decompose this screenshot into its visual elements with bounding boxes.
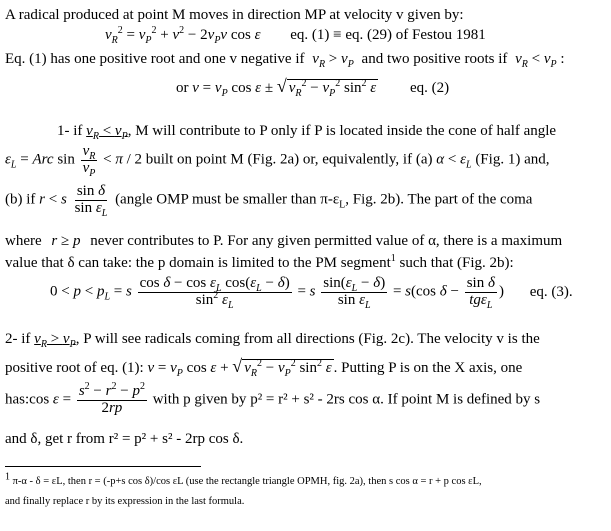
equation-3-ref: eq. (3). <box>529 283 573 300</box>
footnote-ref: 1 <box>390 253 396 264</box>
footnote-line-1: $^1$ π-α - δ = εL, then r = (-p+s cos δ)/cos εL (use the rectangle triangle OPMH, fig. 2a), then s cos α = r + p cos εL, <box>5 471 482 487</box>
cos-epsilon-relation: has:cos ε = $\frac{s^2 - r^2 - p^2}{2rp}$ with p given by p² = r² + s² - 2rs cos α. If point M is defined by s <box>5 381 541 416</box>
paragraph-where: where r ≥ p never contributes to P. For any given permitted value of α, there is a maximum <box>5 233 563 249</box>
footnote-line-2: and finally replace r by its expression in the last formula. <box>5 496 245 507</box>
cone-condition: $\varepsilon_L$ = Arc sin $\frac{v_R}{v_P}$ < π / 2 built on point M (Fig. 2a) or, equivalently, if (a) $\alpha < \varepsilon_L$ (Fig. 1) and, <box>5 143 550 179</box>
equation-1-ref: eq. (1) ≡ eq. (29) of Festou 1981 <box>290 27 486 43</box>
positive-root: positive root of eq. (1): $v = v_P$ cos ε + √ $v_R^2 - v_P^2$ $\sin^2 \varepsilon$ . Putting P is on the X axis, one <box>5 356 523 379</box>
paragraph-value: value that δ can take: the p domain is limited to the PM segment$^1$ such that (Fig. 2b): <box>5 253 514 271</box>
condition-b: (b) if r < s $\frac{\text{sin δ}}{\sin \varepsilon_L}$ (angle OMP must be smaller than $\pi-\varepsilon_L$, Fig. 2b). The part of the coma <box>5 183 533 219</box>
paragraph-intro: A radical produced at point M moves in direction MP at velocity v given by: <box>5 7 464 23</box>
footnote-rule <box>5 466 201 467</box>
case-1-heading: 1- if $v_R < v_P$, M will contribute to P only if P is located inside the cone of half angle <box>57 123 557 142</box>
equation-2-ref: eq. (2) <box>409 80 450 96</box>
case-2-heading: 2- if $v_R > v_P$, P will see radicals coming from all directions (Fig. 2c). The velocity v is the <box>5 331 540 350</box>
paragraph-roots: Eq. (1) has one positive root and one v negative if $v_R > v_P$ and two positive roots if $v_R < v_P$ : <box>5 51 565 70</box>
equation-2: or $v = v_P$ cos ε ± √ $v_R^2 - v_P^2$ $\sin^2 \varepsilon$ eq. (2) <box>176 76 450 99</box>
equation-1: $v_R^2 = v_P^2 + v^2 - 2v_Pv$ cos ε eq. (1) ≡ eq. (29) of Festou 1981 <box>105 25 486 46</box>
equation-3: $0 < p < p_L = s$ $\frac{\cos \delta - \cos \varepsilon_L \cos(\varepsilon_L - \delta)}{\sin^2 \varepsilon_L}$ = s $\frac{\sin(\varepsilon_L - \delta)}{\sin \varepsilon_L}$ = s(cos δ − $\frac{\text{sin δ}}{tg\varepsilon_L}$ ) eq. (3). <box>50 275 573 311</box>
paragraph-last: and δ, get r from r² = p² + s² - 2rp cos δ. <box>5 431 244 447</box>
